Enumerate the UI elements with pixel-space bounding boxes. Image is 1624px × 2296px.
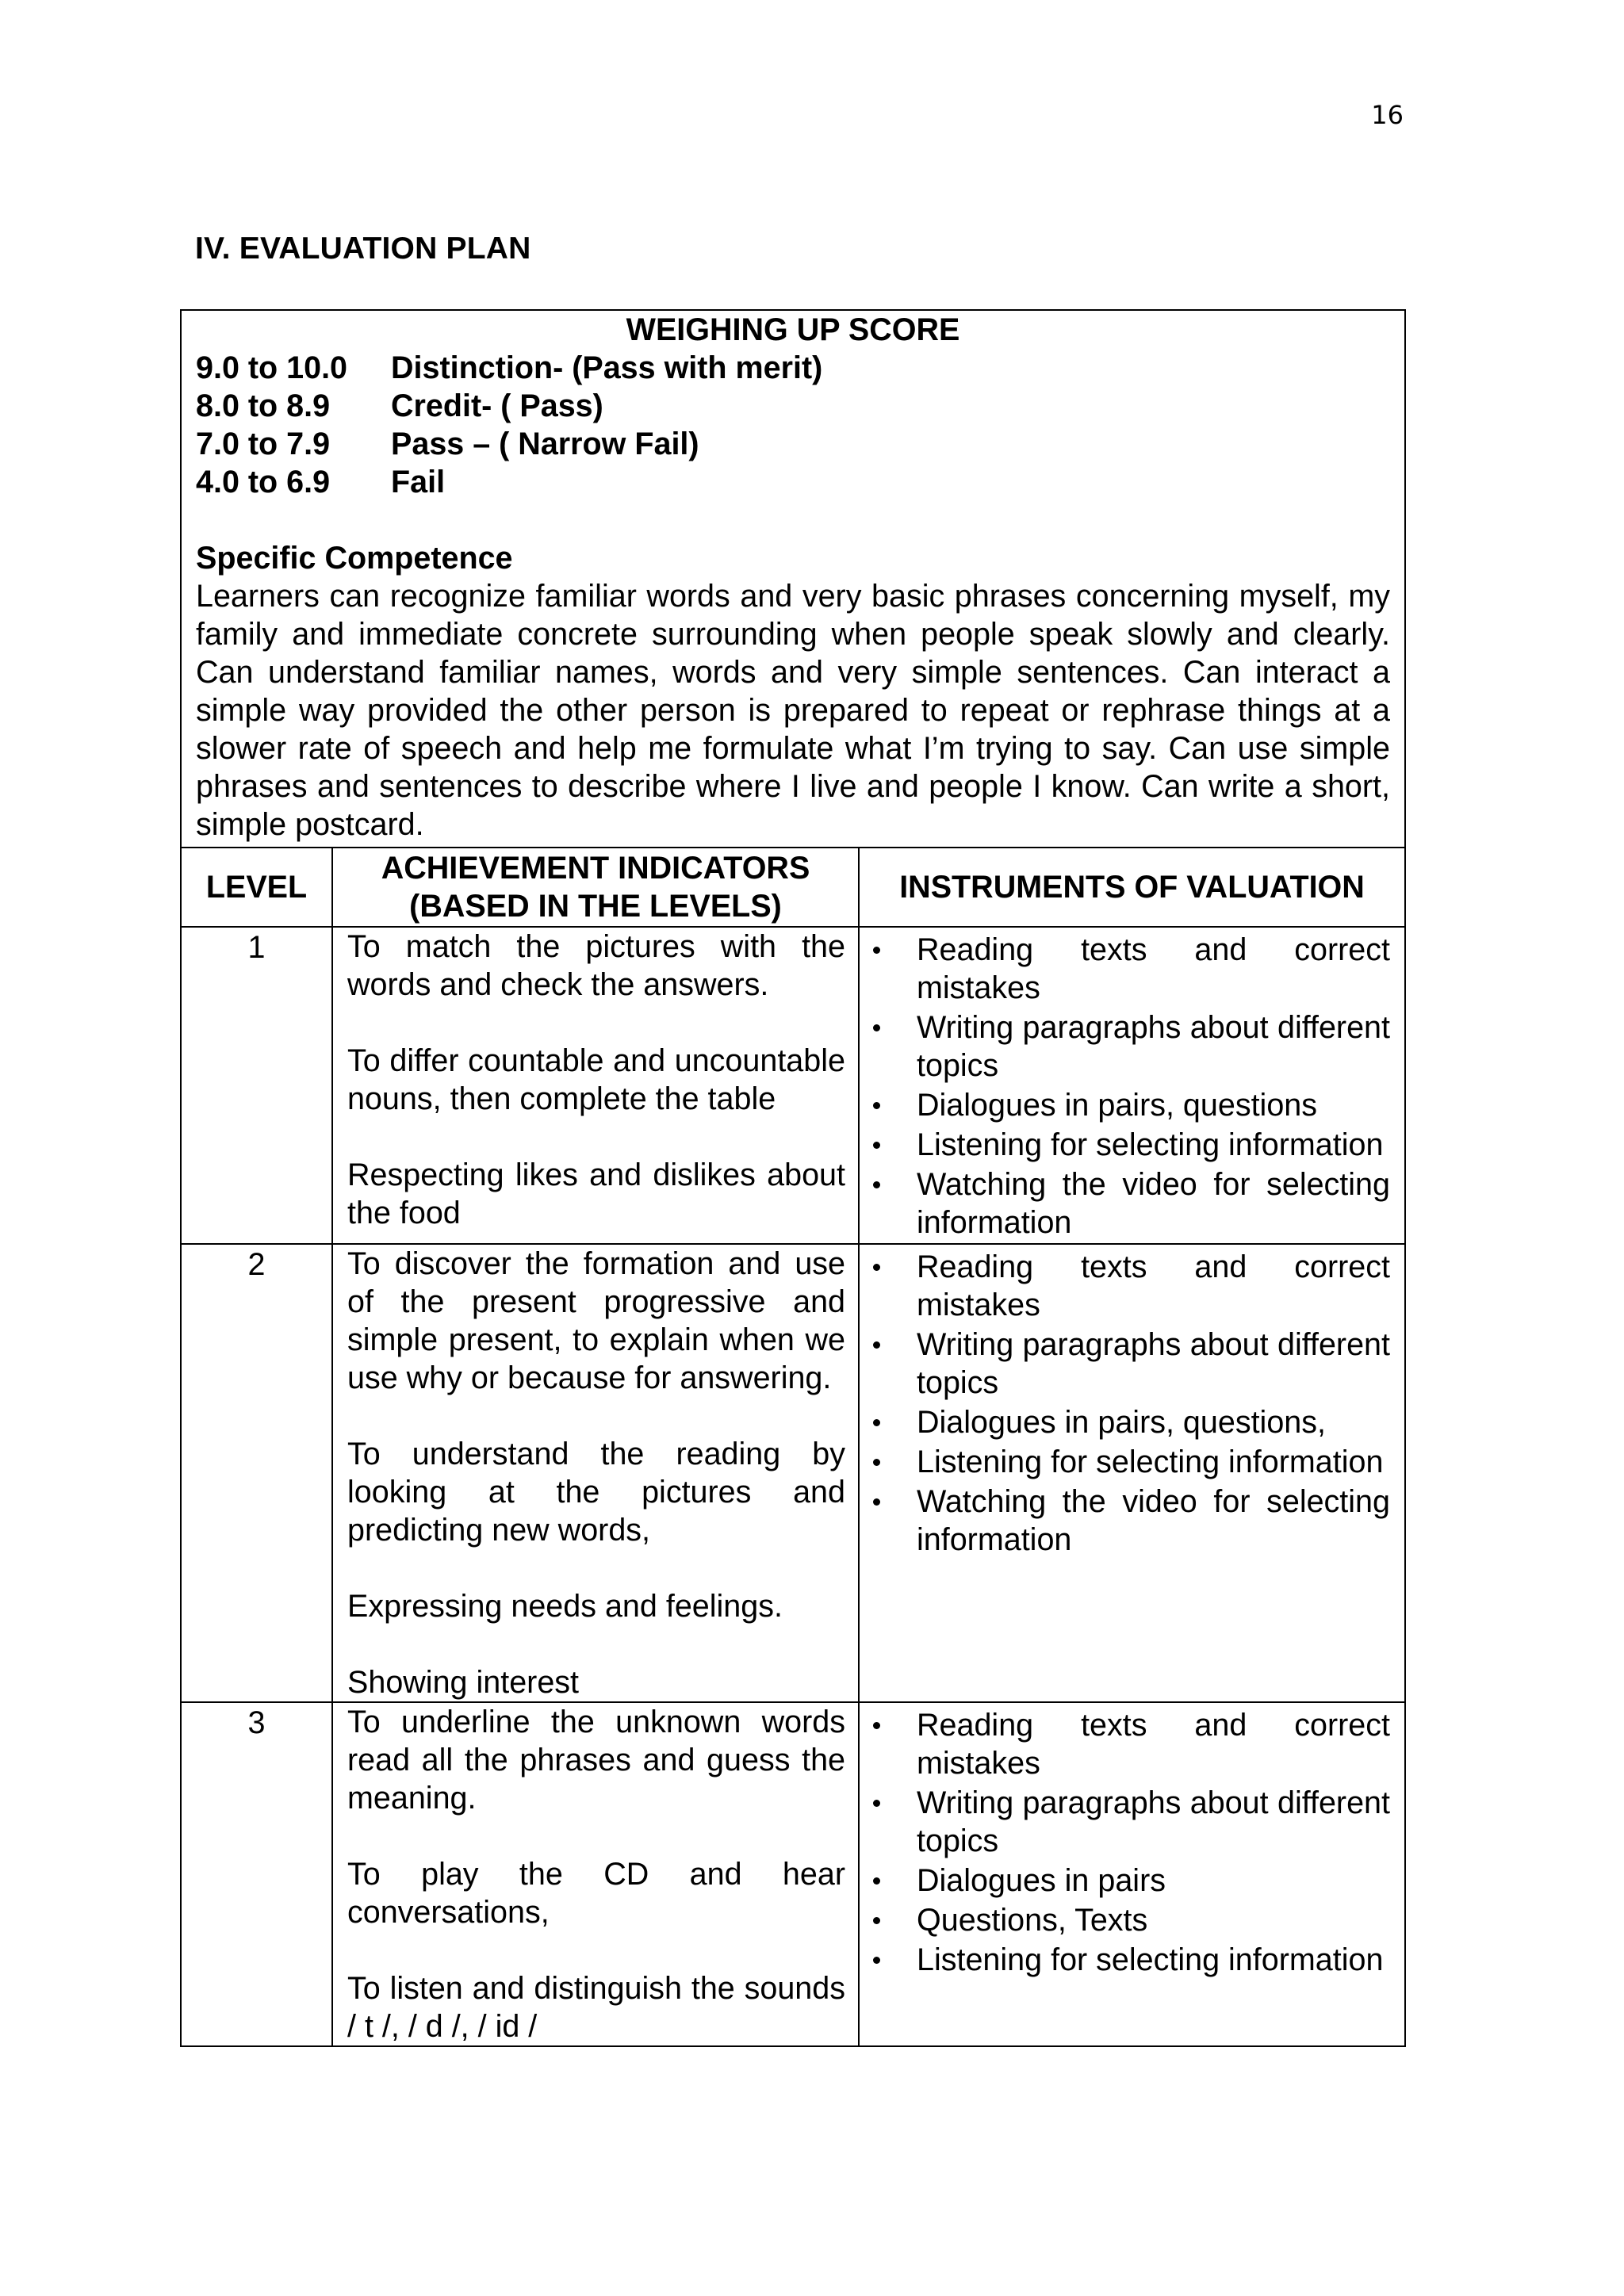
table-header-row	[182, 848, 1404, 927]
instrument-item: Dialogues in pairs, questions,	[860, 1403, 1390, 1441]
instruments-list	[860, 1706, 1390, 1979]
instruments-list	[860, 1248, 1390, 1559]
instrument-item: Listening for selecting information	[860, 1126, 1390, 1164]
header-indicators	[332, 848, 859, 927]
instrument-item: Writing paragraphs about different topics	[860, 1784, 1390, 1860]
indicators-cell	[332, 927, 859, 1244]
instruments-cell	[859, 1244, 1404, 1702]
header-instruments: INSTRUMENTS OF VALUATION	[859, 848, 1404, 927]
table-row	[182, 1702, 1404, 2045]
indicator-item: To understand the reading by looking at the pictures and predicting new words,	[347, 1437, 845, 1548]
indicator-item: To match the pictures with the words and check the answers.	[347, 929, 845, 1002]
instrument-item: Reading texts and correct mistakes	[860, 931, 1390, 1007]
header-level: LEVEL	[182, 848, 332, 927]
level-cell: 1	[182, 927, 332, 1244]
instrument-item: Watching the video for selecting information	[860, 1483, 1390, 1559]
instrument-item: Reading texts and correct mistakes	[860, 1706, 1390, 1782]
instrument-item: Dialogues in pairs	[860, 1862, 1390, 1900]
header-indicators-line1: ACHIEVEMENT INDICATORS	[381, 851, 810, 886]
instrument-item: Listening for selecting information	[860, 1941, 1390, 1979]
score-range: 9.0 to 10.0	[196, 350, 348, 385]
instrument-item: Listening for selecting information	[860, 1443, 1390, 1481]
score-row	[196, 349, 1390, 387]
level-cell: 2	[182, 1244, 332, 1702]
instrument-item: Reading texts and correct mistakes	[860, 1248, 1390, 1324]
instruments-cell	[859, 927, 1404, 1244]
indicator-item: To discover the formation and use of the present progressive and simple present, to explain when we use why or because for answering.	[347, 1246, 845, 1395]
indicators-cell	[332, 1244, 859, 1702]
score-range: 7.0 to 7.9	[196, 427, 331, 461]
score-label: Distinction- (Pass with merit)	[391, 350, 823, 385]
score-range: 4.0 to 6.9	[196, 465, 331, 499]
score-label: Pass – ( Narrow Fail)	[391, 427, 699, 461]
indicator-item: To listen and distinguish the sounds / t /, / d /, / id /	[347, 1971, 845, 2044]
score-row	[196, 463, 1390, 501]
indicator-item: Respecting likes and dislikes about the food	[347, 1158, 845, 1230]
score-range: 8.0 to 8.9	[196, 388, 331, 423]
levels-table	[182, 847, 1404, 2045]
weighing-score-title: WEIGHING UP SCORE	[626, 312, 960, 347]
score-row	[196, 387, 1390, 425]
score-row	[196, 425, 1390, 463]
indicator-item: Showing interest	[347, 1665, 580, 1700]
level-cell: 3	[182, 1702, 332, 2045]
table-row	[182, 1244, 1404, 1702]
indicator-item: Expressing needs and feelings.	[347, 1589, 783, 1624]
evaluation-plan-frame	[180, 309, 1406, 2047]
competence-text: Learners can recognize familiar words and very basic phrases concerning myself, my family and immediate concrete surrounding when people speak slowly and clearly. Can understand familiar names, words and very simple sentences. Can interact a simple way provided the other person is prepared to repeat or rephrase things at a slower rate of speech and help me formulate what I’m trying to say. Can use simple phrases and sentences to describe where I live and people I know. Can write a short, simple postcard.	[196, 579, 1390, 842]
score-label: Credit- ( Pass)	[391, 388, 603, 423]
table-row	[182, 927, 1404, 1244]
instrument-item: Writing paragraphs about different topics	[860, 1008, 1390, 1085]
instrument-item: Dialogues in pairs, questions	[860, 1086, 1390, 1124]
indicators-cell	[332, 1702, 859, 2045]
page-number: 16	[1371, 100, 1404, 130]
competence-title: Specific Competence	[196, 541, 513, 576]
indicator-item: To underline the unknown words read all the phrases and guess the meaning.	[347, 1705, 845, 1816]
indicator-item: To play the CD and hear conversations,	[347, 1857, 845, 1930]
score-label: Fail	[391, 465, 446, 499]
header-indicators-line2: (BASED IN THE LEVELS)	[409, 889, 782, 924]
instrument-item: Questions, Texts	[860, 1901, 1390, 1939]
instruments-list	[860, 931, 1390, 1242]
instruments-cell	[859, 1702, 1404, 2045]
section-title: IV. EVALUATION PLAN	[195, 232, 531, 266]
instrument-item: Writing paragraphs about different topics	[860, 1326, 1390, 1402]
instrument-item: Watching the video for selecting information	[860, 1165, 1390, 1242]
indicator-item: To differ countable and uncountable nouns, then complete the table	[347, 1043, 845, 1116]
weighing-score-box	[182, 311, 1404, 847]
